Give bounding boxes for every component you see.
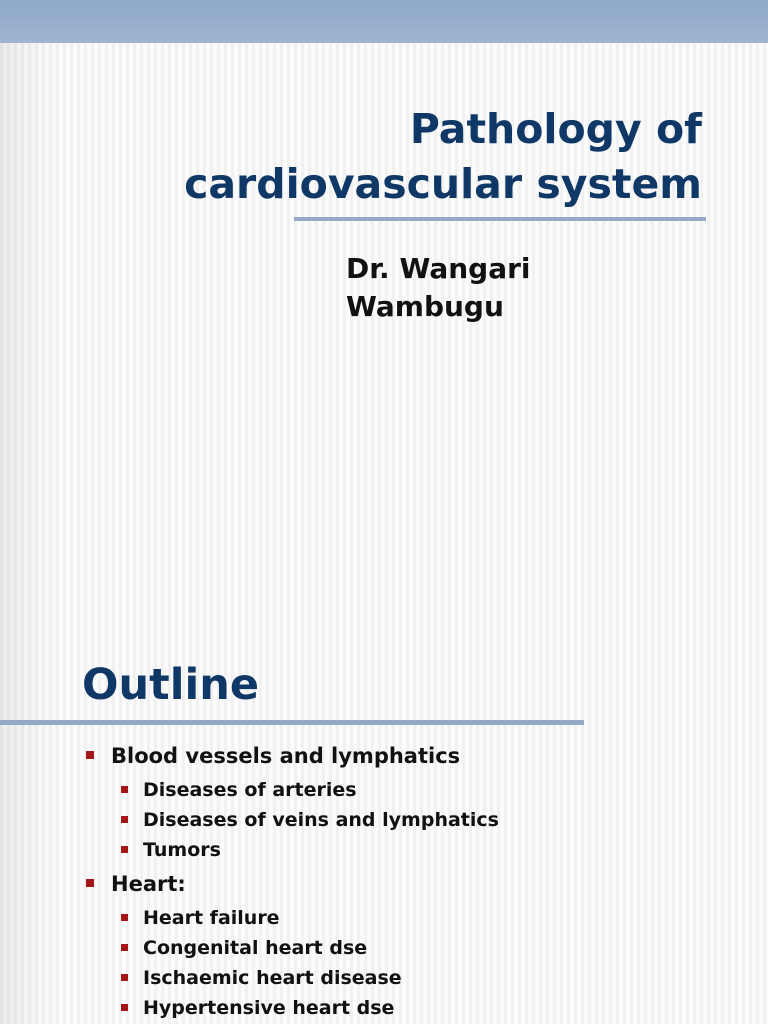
outline-subitem-arteries <box>86 775 499 805</box>
square-bullet-icon <box>121 914 128 921</box>
outline-title: Outline <box>82 660 259 710</box>
background-shade <box>0 576 58 1024</box>
outline-subitem-congenital <box>86 933 499 963</box>
outline-item-label: Blood vessels and lymphatics <box>111 744 461 768</box>
square-bullet-icon <box>86 879 94 887</box>
outline-item-heart <box>86 869 499 899</box>
outline-item-label: Diseases of arteries <box>143 779 357 801</box>
square-bullet-icon <box>121 846 128 853</box>
background-shade <box>0 0 58 576</box>
outline-subitem-heart-failure <box>86 903 499 933</box>
square-bullet-icon <box>86 751 94 759</box>
square-bullet-icon <box>121 816 128 823</box>
outline-item-label: Heart failure <box>143 907 280 929</box>
square-bullet-icon <box>121 974 128 981</box>
outline-item-label: Tumors <box>143 839 221 861</box>
square-bullet-icon <box>121 1004 128 1011</box>
outline-subitem-ischaemic <box>86 963 499 993</box>
outline-item-label: Ischaemic heart disease <box>143 967 402 989</box>
outline-item-label: Diseases of veins and lymphatics <box>143 809 499 831</box>
outline-item-label: Heart: <box>111 872 186 896</box>
outline-list <box>86 741 499 1023</box>
top-accent-band <box>0 0 768 43</box>
outline-item-label: Hypertensive heart dse <box>143 997 395 1019</box>
outline-underline <box>0 720 584 725</box>
square-bullet-icon <box>121 786 128 793</box>
title-underline <box>294 217 706 221</box>
slide-title: Pathology of cardiovascular system <box>184 105 702 208</box>
outline-subitem-hypertensive <box>86 993 499 1023</box>
author-name: Dr. Wangari Wambugu <box>346 252 531 323</box>
outline-slide <box>0 576 768 1024</box>
square-bullet-icon <box>121 944 128 951</box>
outline-subitem-veins <box>86 805 499 835</box>
outline-item-blood-vessels <box>86 741 499 771</box>
outline-item-label: Congenital heart dse <box>143 937 368 959</box>
outline-subitem-tumors <box>86 835 499 865</box>
